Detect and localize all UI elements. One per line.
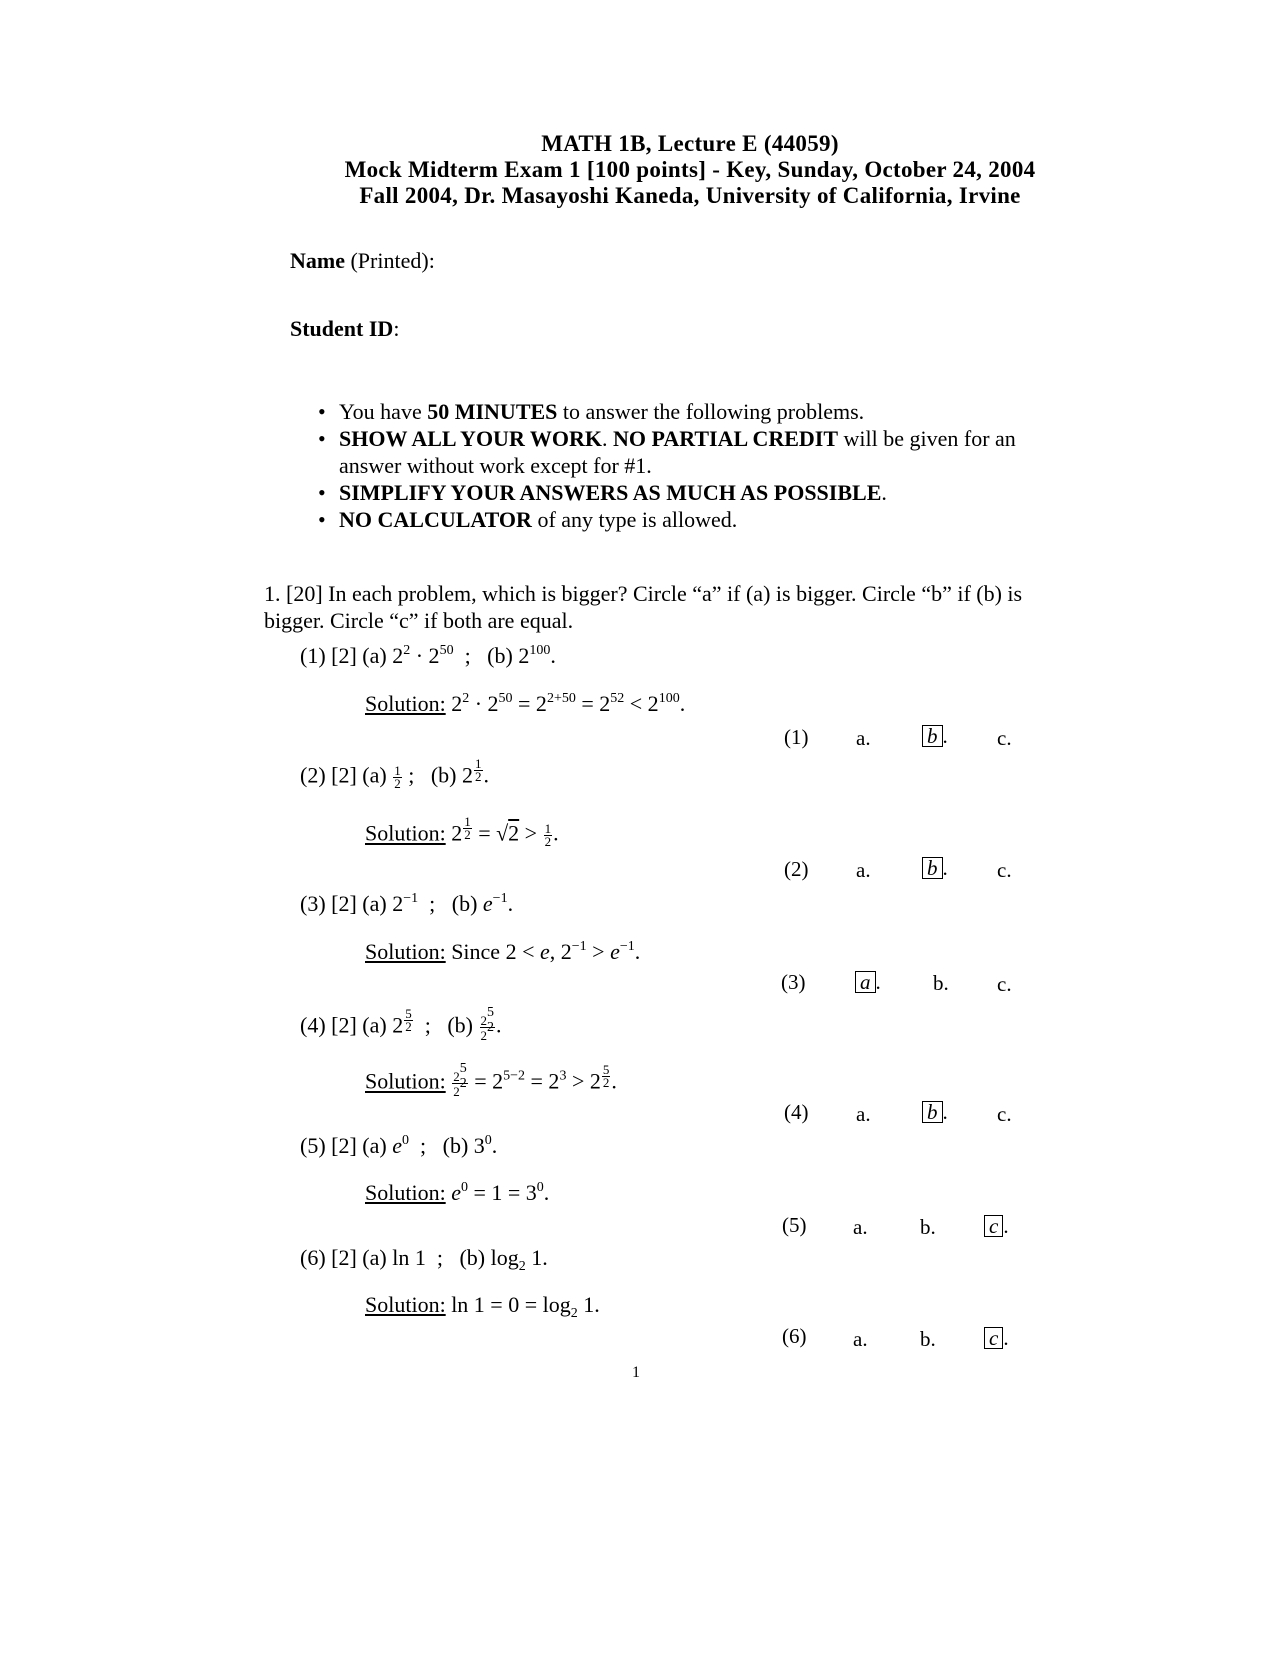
- page-number: 1: [632, 1364, 640, 1381]
- student-id-field: [290, 316, 399, 342]
- part-5-solution: Solution: $e^0 = 1 = 3^0$.: [365, 1180, 550, 1205]
- choice-b-selected[interactable]: b .: [922, 856, 948, 881]
- instruction-item: • SHOW ALL YOUR WORK. NO PARTIAL CREDIT will be given for an answer without work except for #1.: [318, 426, 1016, 478]
- choice-c-selected[interactable]: c .: [984, 1326, 1009, 1351]
- choice-b[interactable]: b.: [920, 1215, 936, 1239]
- choice-a[interactable]: a.: [856, 858, 871, 882]
- choice-b[interactable]: b.: [920, 1327, 936, 1351]
- exam-title: MATH 1B, Lecture E (44059): [541, 131, 839, 156]
- part-1-solution: Solution: $2^2 \cdot 2^{50} = 2^{2+50} = 2^{52} < 2^{100}$.: [365, 691, 686, 716]
- answer-row-label: (4): [784, 1100, 809, 1124]
- choice-a[interactable]: a.: [856, 726, 871, 750]
- choice-b-selected[interactable]: b .: [922, 1100, 948, 1125]
- instructions-list: [318, 398, 1018, 533]
- part-5-question: (5) [2] (a) $e^0$ ; (b) $3^0$.: [300, 1133, 498, 1158]
- part-4-solution: Solution: $\frac{2^5}{2^2}$ = $2^{5-2} = 2^3 > 2$ $^{\frac{5}{2}}$ .: [365, 1061, 617, 1100]
- answer-row-label: (2): [784, 857, 809, 881]
- student-id-label-suffix: :: [393, 316, 400, 341]
- choice-c[interactable]: c.: [997, 726, 1012, 750]
- choice-a[interactable]: a.: [853, 1215, 868, 1239]
- part-6-question: (6) [2] (a) ln 1 ; (b) $\log_2 1$.: [300, 1245, 548, 1274]
- name-label-suffix: (Printed):: [344, 248, 435, 273]
- solution-label: Solution:: [365, 1068, 446, 1094]
- student-id-label: Student ID: [290, 316, 394, 341]
- solution-label: Solution:: [365, 820, 446, 846]
- solution-label: Solution:: [365, 691, 446, 716]
- part-2-question: (2) [2] (a) $\frac{1}{2}$ ; (b) 2 $^{\frac{1}{2}}$ .: [300, 756, 489, 792]
- name-field: [290, 248, 435, 274]
- choice-b[interactable]: b.: [933, 971, 949, 995]
- exam-course-info: Fall 2004, Dr. Masayoshi Kaneda, University of California, Irvine: [359, 183, 1021, 208]
- problem-1-intro: 1. [20] In each problem, which is bigger? Circle “a” if (a) is bigger. Circle “b” if (b) is bigger. Circle “c” if both are equal.: [264, 581, 1023, 633]
- answer-row-label: (1): [784, 725, 809, 749]
- part-3-question: (3) [2] (a) $2^{-1}$ ; (b) $e^{-1}$.: [300, 891, 514, 916]
- part-2-solution: Solution: 2 $^{\frac{1}{2}}$ = √2 > $\frac{1}{2}$ .: [365, 814, 559, 850]
- choice-a[interactable]: a.: [853, 1327, 868, 1351]
- choice-c[interactable]: c.: [997, 972, 1012, 996]
- instruction-item: • NO CALCULATOR of any type is allowed.: [318, 507, 738, 532]
- part-6-solution: Solution: $\ln 1 = 0 = \log_2 1$.: [365, 1292, 600, 1321]
- name-label: Name: [290, 248, 345, 273]
- choice-a-selected[interactable]: a .: [855, 970, 881, 995]
- instruction-item: • SIMPLIFY YOUR ANSWERS AS MUCH AS POSSIBLE.: [318, 480, 887, 505]
- answer-row-label: (6): [782, 1324, 807, 1348]
- choice-c-selected[interactable]: c .: [984, 1214, 1009, 1239]
- instruction-item: • You have 50 MINUTES to answer the following problems.: [318, 399, 865, 424]
- choice-b-selected[interactable]: b .: [922, 724, 948, 749]
- part-3-solution: Solution: Since 2 < e, $2^{-1} > e^{-1}$.: [365, 939, 641, 964]
- solution-label: Solution:: [365, 1292, 446, 1317]
- exam-subtitle: Mock Midterm Exam 1 [100 points] - Key, Sunday, October 24, 2004: [344, 157, 1036, 182]
- part-1-question: (1) [2] (a) $2^2 \cdot 2^{50}$ ; (b) $2^{100}$.: [300, 643, 556, 668]
- choice-a[interactable]: a.: [856, 1102, 871, 1126]
- choice-c[interactable]: c.: [997, 1102, 1012, 1126]
- solution-label: Solution:: [365, 939, 446, 964]
- answer-row-label: (5): [782, 1213, 807, 1237]
- solution-label: Solution:: [365, 1180, 446, 1205]
- part-4-question: (4) [2] (a) 2 $^{\frac{5}{2}}$ ; (b) $\frac{2^5}{2^2}$ .: [300, 1005, 502, 1044]
- choice-c[interactable]: c.: [997, 858, 1012, 882]
- answer-row-label: (3): [781, 970, 806, 994]
